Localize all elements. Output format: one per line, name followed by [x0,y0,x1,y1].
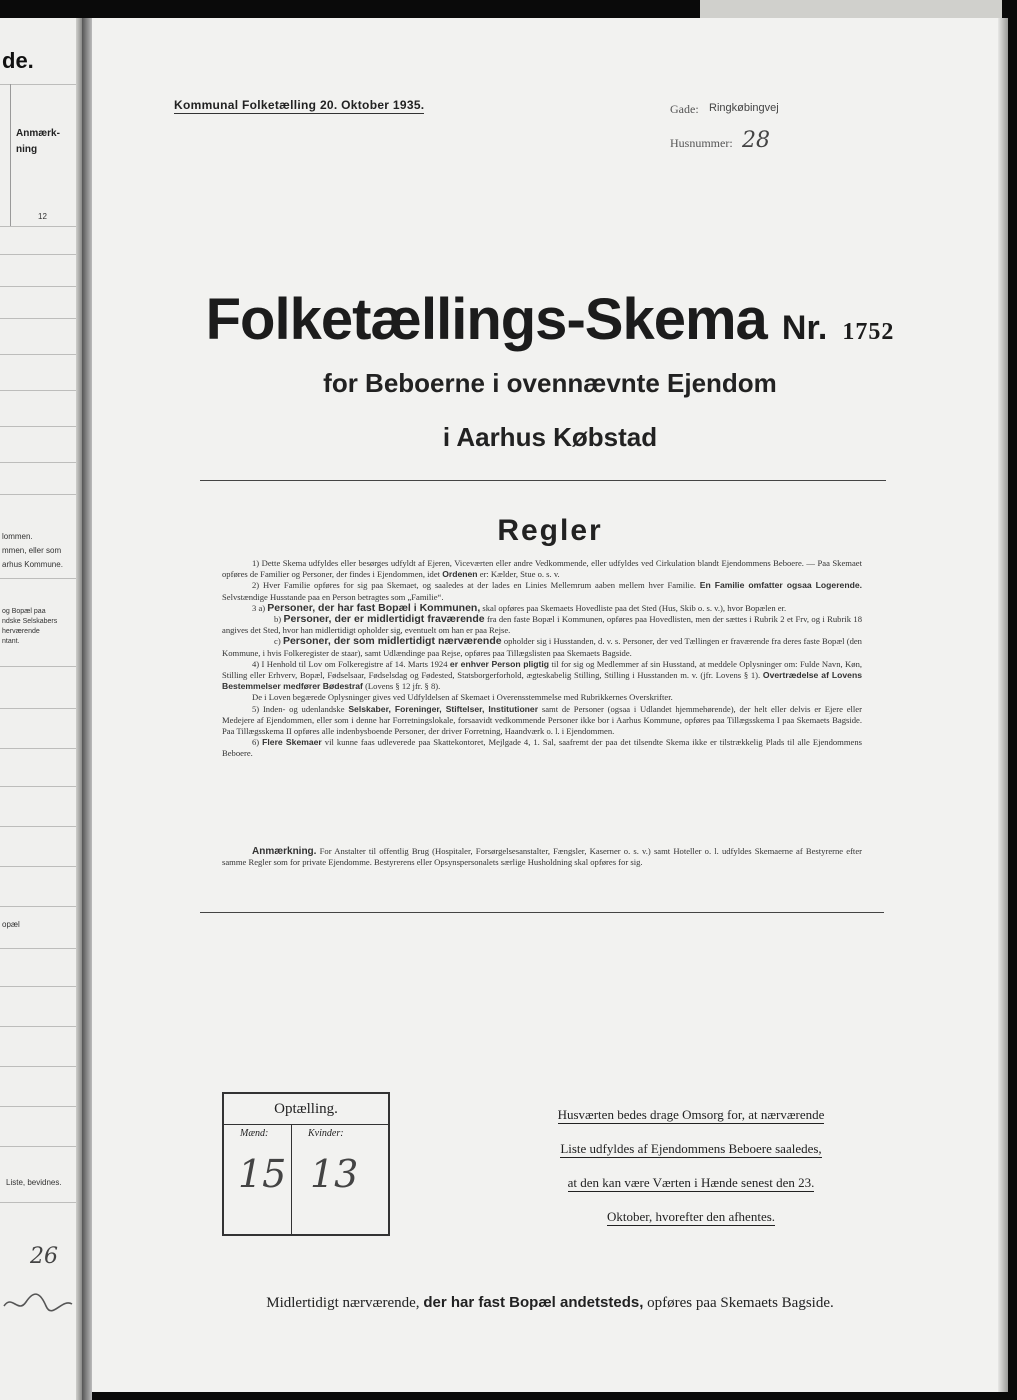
facing-page-fragment: ndske Selskabers [2,618,58,625]
count-title: Optælling. [224,1094,388,1125]
host-notice-line: Husværten bedes drage Omsorg for, at nærværende [557,1107,825,1122]
facing-page-fragment: opæl [2,920,20,929]
host-notice-line: Oktober, hvorefter den afhentes. [606,1209,776,1224]
census-form-page [92,18,1008,1392]
form-title [92,286,1008,353]
divider [200,912,884,913]
remark-label: Anmærkning. [252,846,317,857]
women-label: Kvinder: [308,1128,344,1139]
rule-4b: De i Loven begærede Oplysninger gives ved Udfyldelsen af Skemaet i Overensstemmelse med Rubrikkernes Overskrifter. [252,692,673,703]
facing-page-fragment: og Bopæl paa [2,608,46,615]
form-number-label: Nr. [781,309,828,347]
census-header: Kommunal Folketælling 20. Oktober 1935. [174,98,425,112]
men-label: Mænd: [240,1128,269,1139]
form-number-value: 1752 [842,319,895,345]
facing-page-fragment: Liste, bevidnes. [6,1178,62,1187]
host-notice-line: Liste udfyldes af Ejendommens Beboere saaledes, [560,1141,822,1156]
rule-2: 2) Hver Familie opføres for sig paa Skemaet, og saaledes at der lades en Linies Mellemrum aaben mellem hver Familie. En Familie omfatter ogsaa Logerende. Selvstændige Husstande paa en Person betragtes som „Familie“. [222,580,862,602]
house-number-label: Husnummer: [670,136,733,150]
paper-tab [700,0,1002,18]
facing-page-fragment: arhus Kommune. [2,560,63,569]
rule-3a: 3 a) Personer, der har fast Bopæl i Kommunen, skal opføres paa Skemaets Hovedliste paa det Sted (Hus, Skib o. s. v.), hvor Bopælen er. [252,601,787,614]
count-box [222,1092,390,1236]
men-count: 15 [238,1152,287,1196]
remark-text: For Anstalter til offentlig Brug (Hospitaler, Forsørgelsesanstalter, Fængsler, Kaserner o. s. v.) samt Hoteller o. l. udfyldes Skemaerne af Bestyrerne efter samme Regler som for private Ejendomme. Bestyrerens eller Opsynspersonalets særlige Husholdning skal opføres for sig. [222,846,863,868]
form-subtitle: for Beboerne i ovennævnte Ejendom [323,368,777,398]
women-count: 13 [310,1152,359,1196]
facing-page-fragment: ntant. [2,638,20,645]
form-subtitle-city: i Aarhus Købstad [442,422,658,452]
remark-note [222,846,862,868]
facing-page-fragment: lommen. [2,532,33,541]
host-notice [512,1102,870,1238]
rule-3b: b) Personer, der er midlertidigt fraværende fra den faste Bopæl i Kommunen, opføres paa Hovedlisten, men der sættes i Rubrik 2 et Frv, og i Rubrik 18 angives det Sted, hvor han midlertidigt opholder sig, eventuelt om han er paa Rejse. [222,613,862,636]
remarks-column-header: Anmærk- ning [16,128,60,155]
signature-scribble [0,1284,76,1324]
rule-1: 1) Dette Skema udfyldes eller besørges udfyldt af Ejeren, Viceværten eller andre Vedkommende, eller udfyldes ved Cirkulation blandt Ejendommens Beboere. — Paa Skemaet opføres de Familier og Personer, der findes i Ejendommen, idet Ordenen er: Kælder, Stue o. s. v. [222,558,862,580]
rule-5: 5) Inden- og udenlandske Selskaber, Foreninger, Stiftelser, Institutioner samt de Personer (ogsaa i Udlandet hjemmehørende), der helt eller delvis er Ejere eller Medejere af Ejendommen, eller som i denne har Forretningslokale, forsaavidt vedkommende Personer ikke bor i Aarhus Kommune, opføres paa Tillægsskema I paa Skemaets Bagside. Paa Tillægsskema II opføres alle indenbysboende Personer, der driver Forretning, Haandværk o. l. i Ejendommen. [222,703,862,737]
facing-page-fragment: herværende [2,628,40,635]
rule-4: 4) I Henhold til Lov om Folkeregistre af 14. Marts 1924 er enhver Person pligtig til for sig og Medlemmer af sin Husstand, at meddele Oplysninger om: Fulde Navn, Køn, Stilling eller Erhverv, Bopæl, Fødselsaar, Fødselsdag og Fødested, Statsborgerforhold, ægteskabelig Stilling, Stilling i Husstanden m. v. (jfr. Lovens § 1). Overtrædelse af Lovens Bestemmelser medfører Bødestraf (Lovens § 12 jfr. § 8). [222,658,863,692]
facing-page-fragment: mmen, eller som [2,546,62,555]
street-label: Gade: [670,102,699,116]
house-number-value: 28 [742,128,770,153]
host-notice-line: at den kan være Værten i Hænde senest den 23. [567,1175,815,1190]
rules-text [222,558,862,760]
facing-page [0,18,82,1400]
rule-6: 6) Flere Skemaer vil kunne faas udleverede paa Skattekontoret, Mejlgade 4, 1. Sal, saafremt der paa det tilsendte Skema ikke er tilstrækkelig Plads til alle Ejendommens Beboere. [222,737,863,759]
street-value: Ringkøbingvej [709,102,779,114]
footer-note: Midlertidigt nærværende, der har fast Bopæl andetsteds, opføres paa Skemaets Bagside. [266,1294,834,1311]
rules-heading: Regler [497,514,603,547]
page-edge [998,18,1008,1392]
book-gutter [82,18,92,1400]
facing-page-handwriting: 26 [30,1244,58,1269]
column-number: 12 [38,212,47,221]
count-divider [291,1124,292,1234]
facing-page-title: de. [2,48,34,73]
rule-3c: c) Personer, der som midlertidigt nærværende opholder sig i Husstanden, d. v. s. Personer, der ved Tællingen er fraværende fra deres faste Bopæl (den Kommune, i hvis Folkeregister de staar), samt Udlændinge paa Rejse, opføres paa Tillægslisten paa Skemaets Bagside. [222,635,862,658]
divider [200,480,886,481]
form-title-main: Folketællings-Skema [205,287,767,352]
